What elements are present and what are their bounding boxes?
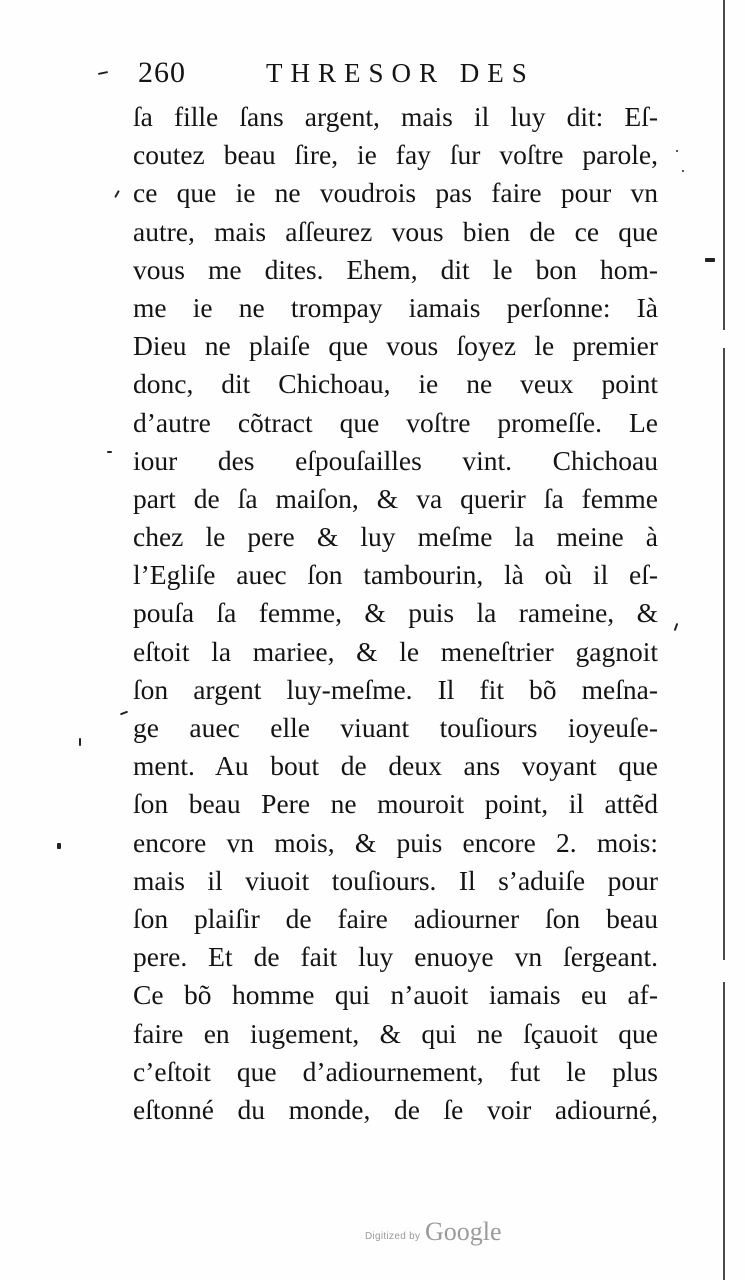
text-line: c’eſtoit que d’adiournement, fut le plus: [133, 1055, 658, 1087]
page-header: [138, 56, 598, 96]
scan-speck: [79, 738, 81, 746]
scan-speck: [674, 623, 679, 631]
text-line: vous me dites. Ehem, dit le bon hom-: [133, 253, 658, 285]
scan-speck: [98, 71, 108, 75]
text-line: ge auec elle viuant touſiours ioyeuſe-: [133, 712, 658, 743]
text-line: ſa fille ſans argent, mais il luy dit: Eſ-: [133, 101, 658, 132]
rule-gap: [722, 960, 726, 982]
body-text: [133, 98, 658, 1129]
text-line: part de ſa maiſon, & va querir ſa femme: [133, 482, 658, 514]
scan-speck: [120, 711, 128, 716]
rule-gap: [722, 330, 726, 348]
text-line: ſon plaiſir de faire adiourner ſon beau: [133, 902, 658, 934]
text-line: eſtonné du monde, de ſe voir adiourné,: [133, 1093, 658, 1125]
text-line: autre, mais aſſeurez vous bien de ce que: [133, 215, 658, 247]
text-line: ment. Au bout de deux ans voyant que: [133, 750, 658, 782]
text-line: ſon beau Pere ne mouroit point, il attẽd: [133, 788, 658, 820]
text-line: faire en iugement, & qui ne ſçauoit que: [133, 1017, 658, 1049]
text-line: chez le pere & luy meſme la meine à: [133, 521, 658, 553]
text-line: Dieu ne plaiſe que vous ſoyez le premier: [133, 330, 658, 362]
text-line: pere. Et de fait luy enuoye vn ſergeant.: [133, 941, 658, 973]
text-line: eſtoit la mariee, & le meneſtrier gagnoit: [133, 635, 658, 667]
watermark-prefix: Digitized by: [365, 1231, 421, 1242]
text-line: iour des eſpouſailles vint. Chichoau: [133, 444, 658, 476]
scan-speck: [676, 150, 678, 152]
scan-speck: [57, 843, 61, 849]
text-line: encore vn mois, & puis encore 2. mois:: [133, 826, 658, 858]
text-line: me ie ne trompay iamais perſonne: Ià: [133, 291, 658, 323]
google-logo: Google: [425, 1217, 502, 1246]
page-number: 260: [138, 56, 186, 89]
text-line: pouſa ſa femme, & puis la rameine, &: [133, 597, 658, 629]
text-line: l’Egliſe auec ſon tambourin, là où il eſ-: [133, 559, 658, 591]
running-title: THRESOR DES: [266, 58, 535, 88]
text-line: coutez beau ſire, ie fay ſur voſtre parole,: [133, 139, 658, 171]
text-line: d’autre cõtract que voſtre promeſſe. Le: [133, 406, 658, 438]
text-line: ce que ie ne voudrois pas faire pour vn: [133, 177, 658, 209]
text-line: Ce bõ homme qui n’auoit iamais eu af-: [133, 979, 658, 1011]
text-line: mais il viuoit touſiours. Il s’aduiſe pour: [133, 864, 658, 896]
scan-speck: [107, 451, 112, 453]
text-line: donc, dit Chichoau, ie ne veux point: [133, 368, 658, 400]
page-edge-rule: [723, 0, 725, 1280]
scan-speck: [114, 190, 120, 198]
digitization-watermark: [365, 1217, 535, 1253]
text-line: ſon argent luy-meſme. Il fit bõ meſna-: [133, 673, 658, 705]
scan-speck: [682, 170, 684, 172]
scan-speck: [705, 258, 715, 262]
